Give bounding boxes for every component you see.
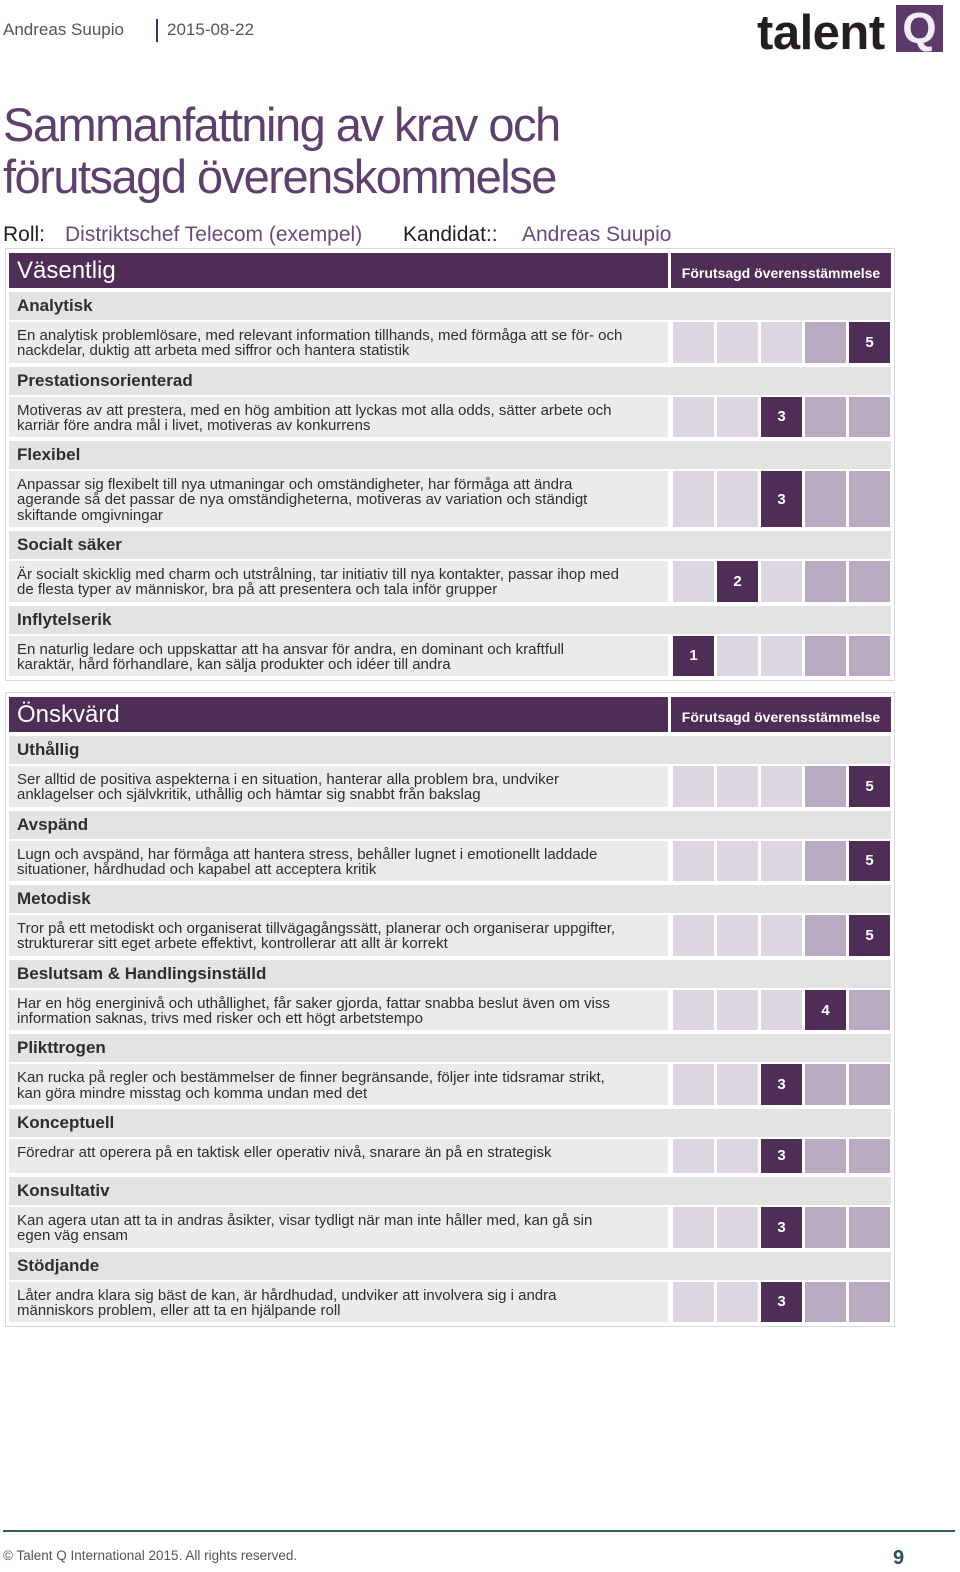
rating-cell [717,1064,758,1105]
competency-heading: Flexibel [9,441,891,469]
competency-row [9,1064,891,1105]
competency-row [9,397,891,438]
rating-cell [805,397,846,438]
competency-row [9,1207,891,1248]
rating-scale [671,1139,891,1173]
rating-column-header: Förutsagd överensstämmelse [671,253,891,288]
competency-description: Är socialt skicklig med charm och utstrålning, tar initiativ till nya kontakter, passar ihop med de flesta typer av människor, bra på att presentera och tala inför grupper [9,561,668,602]
rating-cell-selected: 1 [673,636,714,677]
rating-cell [673,1282,714,1323]
competency-row [9,1282,891,1323]
rating-cell-selected: 3 [761,471,802,527]
page-number: 9 [893,1547,905,1569]
rating-cell-selected: 5 [849,766,890,807]
rating-cell-selected: 5 [849,915,890,956]
rating-cell [849,1064,890,1105]
rating-cell [717,397,758,438]
header-divider [156,19,158,42]
header-date: 2015-08-22 [167,20,254,39]
rating-cell [805,766,846,807]
rating-cell [761,915,802,956]
footer-rule [3,1530,955,1532]
rating-cell [849,636,890,677]
rating-cell [717,636,758,677]
rating-cell [717,1282,758,1323]
rating-cell [805,322,846,363]
rating-cell [673,471,714,527]
rating-cell [761,990,802,1031]
rating-cell [805,1207,846,1248]
competency-heading: Stödjande [9,1252,891,1280]
rating-cell-selected: 5 [849,841,890,882]
rating-cell [717,766,758,807]
competency-row [9,322,891,363]
page-title [3,99,560,203]
rating-cell-selected: 3 [761,1207,802,1248]
rating-cell [761,636,802,677]
rating-scale [671,397,891,438]
rating-cell [717,322,758,363]
competency-description: Tror på ett metodiskt och organiserat tillvägagångssätt, planerar och organiserar uppgifter, strukturerar sitt eget arbete effektivt, kontrollerar att allt är korrekt [9,915,668,956]
rating-cell-selected: 2 [717,561,758,602]
rating-scale [671,766,891,807]
competency-heading: Uthållig [9,736,891,764]
talent-q-logo [757,4,944,60]
competency-description: Kan agera utan att ta in andras åsikter, visar tydligt när man inte håller med, kan gå sin egen väg ensam [9,1207,668,1248]
rating-scale [671,915,891,956]
competency-row [9,636,891,677]
competency-heading: Konceptuell [9,1109,891,1137]
rating-cell [849,1282,890,1323]
competency-row [9,990,891,1031]
competency-description: Föredrar att operera på en taktisk eller operativ nivå, snarare än på en strategisk [9,1139,668,1173]
rating-cell [673,1207,714,1248]
competency-row [9,915,891,956]
section-header [9,253,891,288]
rating-cell [849,561,890,602]
rating-scale [671,471,891,527]
section-title: Väsentlig [9,253,668,288]
rating-column-header: Förutsagd överensstämmelse [671,697,891,732]
role-value: Distriktschef Telecom (exempel) [65,223,363,246]
rating-scale [671,322,891,363]
rating-cell [805,471,846,527]
rating-cell [849,1139,890,1173]
competency-row [9,1139,891,1173]
rating-cell [849,990,890,1031]
rating-cell [805,915,846,956]
rating-scale [671,636,891,677]
rating-cell-selected: 3 [761,1064,802,1105]
rating-cell [761,322,802,363]
rating-cell [849,1207,890,1248]
logo-wordmark: talent [757,6,885,60]
competency-description: Lugn och avspänd, har förmåga att hantera stress, behåller lugnet i emotionellt laddade situationer, hårdhudad och kapabel att acceptera kritik [9,841,668,882]
section-essential [5,248,895,681]
rating-cell [717,990,758,1031]
section-desirable [5,692,895,1327]
candidate-value: Andreas Suupio [522,223,672,246]
candidate-label: Kandidat:: [403,223,498,246]
rating-cell [673,990,714,1031]
competency-description: Kan rucka på regler och bestämmelser de finner begränsande, följer inte tidsramar strikt, kan göra mindre misstag och komma undan med det [9,1064,668,1105]
rating-scale [671,1207,891,1248]
rating-scale [671,561,891,602]
competency-heading: Metodisk [9,885,891,913]
rating-cell-selected: 3 [761,1139,802,1173]
competency-heading: Avspänd [9,811,891,839]
competency-heading: Inflytelserik [9,606,891,634]
competency-list [9,736,891,1322]
competency-row [9,471,891,527]
page-title-line-2: förutsagd överenskommelse [3,150,556,203]
rating-cell [673,1064,714,1105]
rating-cell [805,1282,846,1323]
rating-cell-selected: 3 [761,1282,802,1323]
rating-cell [805,561,846,602]
rating-cell [673,1139,714,1173]
competency-heading: Socialt säker [9,531,891,559]
rating-cell [717,1207,758,1248]
rating-cell [673,322,714,363]
rating-cell [849,471,890,527]
competency-description: Ser alltid de positiva aspekterna i en situation, hanterar alla problem bra, undviker anklagelser och självkritik, uthållig och hämtar sig snabbt från bakslag [9,766,668,807]
section-title: Önskvärd [9,697,668,732]
rating-cell [761,561,802,602]
rating-cell [717,471,758,527]
rating-cell-selected: 3 [761,397,802,438]
rating-scale [671,1064,891,1105]
competency-description: Anpassar sig flexibelt till nya utmaningar och omständigheter, har förmåga att ändra agerande så det passar de nya omständigheterna, motiveras av variation och ständigt skiftande omgivningar [9,471,668,527]
rating-cell [717,841,758,882]
competency-description: En analytisk problemlösare, med relevant information tillhands, med förmåga att se för- och nackdelar, duktig att arbeta med siffror och hantera statistik [9,322,668,363]
rating-cell [673,397,714,438]
competency-list [9,292,891,676]
rating-cell [673,841,714,882]
rating-cell [805,1139,846,1173]
rating-scale [671,841,891,882]
rating-cell-selected: 5 [849,322,890,363]
competency-row [9,766,891,807]
competency-heading: Konsultativ [9,1177,891,1205]
section-header [9,697,891,732]
competency-description: Motiveras av att prestera, med en hög ambition att lyckas mot alla odds, sätter arbete och karriär före andra mål i livet, motiveras av konkurrens [9,397,668,438]
logo-q-mark: Q [896,5,943,52]
rating-scale [671,1282,891,1323]
competency-row [9,841,891,882]
rating-cell [673,561,714,602]
competency-heading: Plikttrogen [9,1034,891,1062]
header-candidate-name: Andreas Suupio [3,20,124,39]
page-title-line-1: Sammanfattning av krav och [3,98,560,151]
competency-heading: Analytisk [9,292,891,320]
rating-cell-selected: 4 [805,990,846,1031]
rating-cell [717,915,758,956]
competency-heading: Beslutsam & Handlingsinställd [9,960,891,988]
footer-copyright: © Talent Q International 2015. All rights reserved. [3,1548,298,1563]
role-candidate-row [0,222,960,248]
competency-description: Låter andra klara sig bäst de kan, är hårdhudad, undviker att involvera sig i andra människors problem, eller att ta en hjälpande roll [9,1282,668,1323]
competency-description: Har en hög energinivå och uthållighet, får saker gjorda, fattar snabba beslut även om viss information saknas, trivs med risker och ett högt arbetstempo [9,990,668,1031]
rating-cell [805,636,846,677]
rating-cell [717,1139,758,1173]
rating-cell [673,766,714,807]
rating-cell [849,397,890,438]
rating-cell [805,1064,846,1105]
competency-heading: Prestationsorienterad [9,367,891,395]
rating-cell [673,915,714,956]
competency-description: En naturlig ledare och uppskattar att ha ansvar för andra, en dominant och kraftfull karaktär, hård förhandlare, kan sälja produkter och idéer till andra [9,636,668,677]
rating-cell [761,841,802,882]
rating-cell [805,841,846,882]
competency-row [9,561,891,602]
rating-cell [761,766,802,807]
rating-scale [671,990,891,1031]
role-label: Roll: [3,223,46,246]
